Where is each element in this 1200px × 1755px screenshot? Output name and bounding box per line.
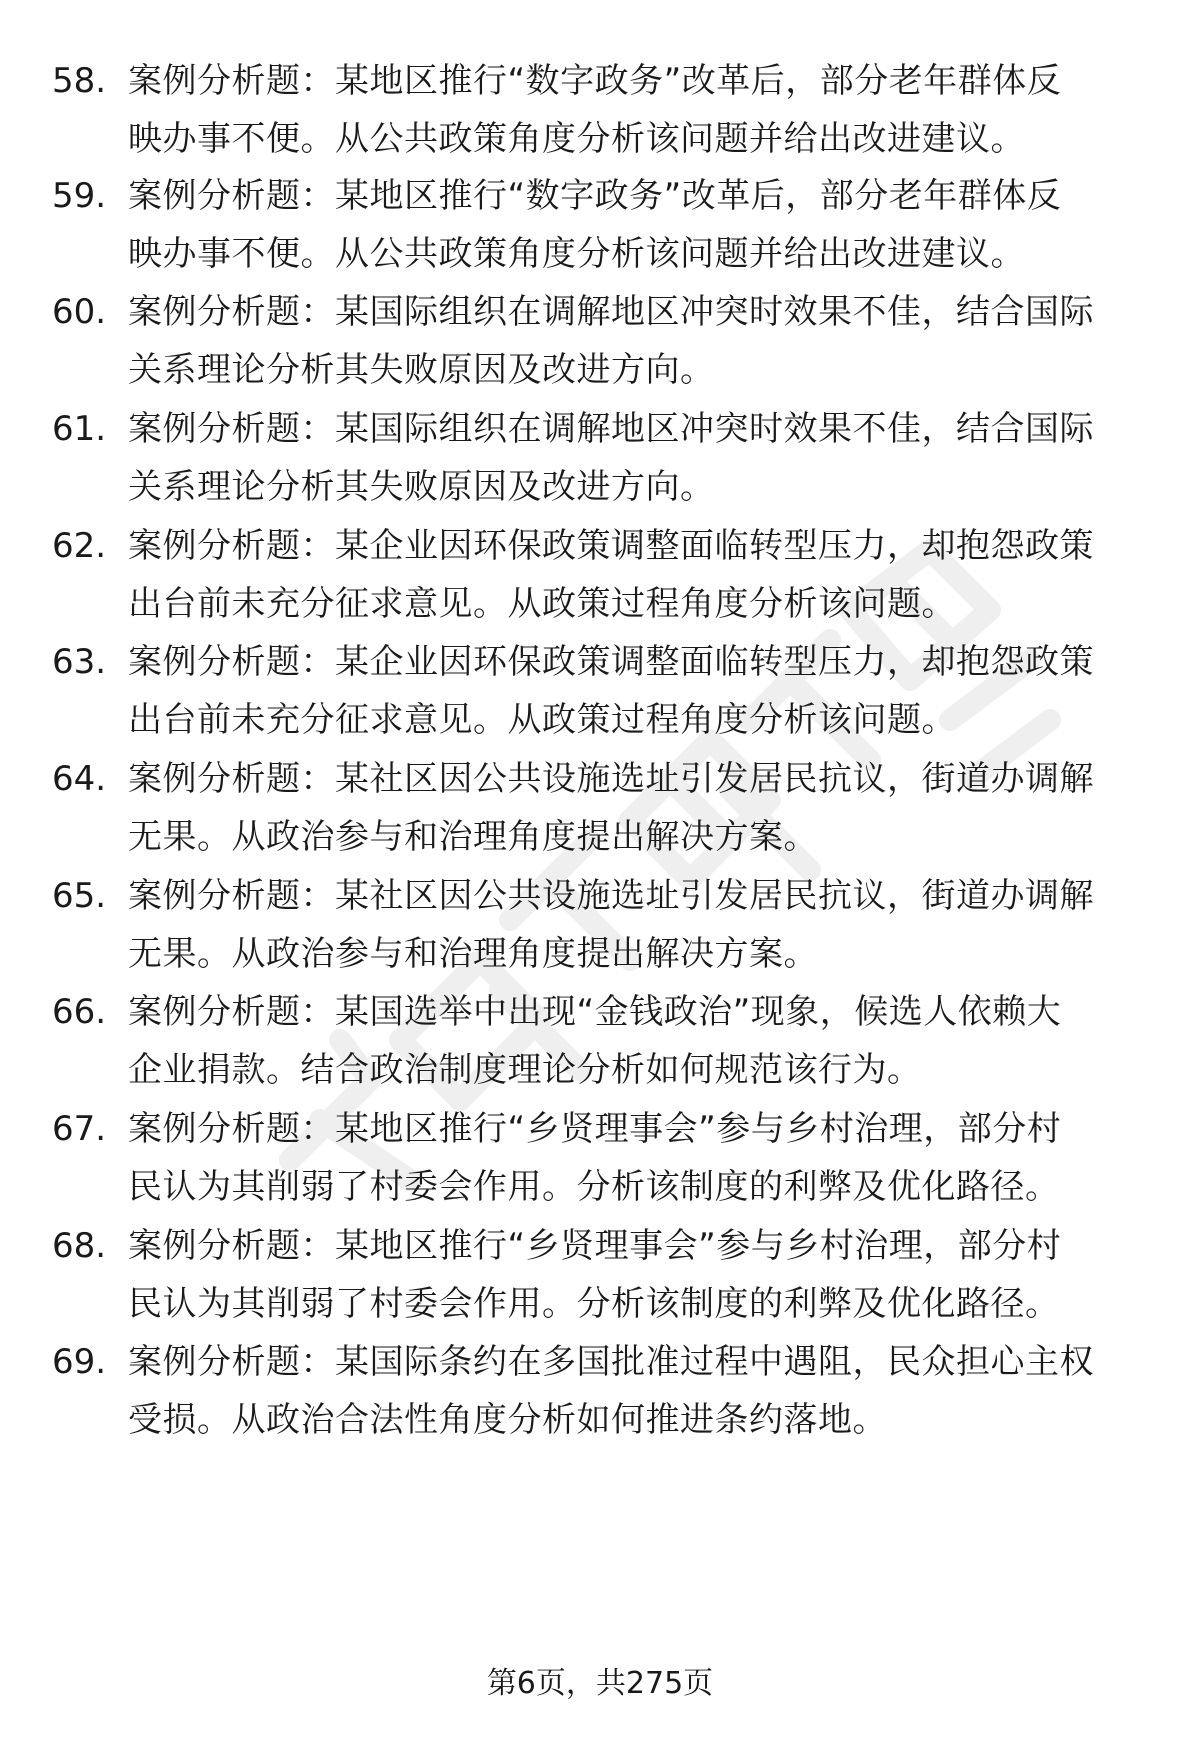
question-line: 映办事不便。从公共政策角度分析该问题并给出改进建议。 [128,119,1025,159]
question-line: 案例分析题：某社区因公共设施选址引发居民抗议，街道办调解 [128,759,1094,799]
question-item [52,983,1152,1093]
question-item [52,52,1152,162]
question-number: 65. [52,876,107,916]
question-number: 61. [52,409,107,449]
question-line: 无果。从政治参与和治理角度提出解决方案。 [128,934,818,974]
question-line: 映办事不便。从公共政策角度分析该问题并给出改进建议。 [128,234,1025,274]
question-line: 无果。从政治参与和治理角度提出解决方案。 [128,817,818,857]
question-text [128,867,1188,983]
question-item [52,1100,1152,1210]
question-text [128,750,1188,866]
question-number: 58. [52,61,107,101]
question-line: 案例分析题：某地区推行“乡贤理事会”参与乡村治理，部分村 [128,1109,1062,1149]
question-number: 62. [52,526,107,566]
question-text [128,400,1188,516]
question-text [128,283,1188,399]
question-line: 案例分析题：某地区推行“数字政务”改革后，部分老年群体反 [128,61,1062,101]
question-text [128,1333,1188,1449]
question-number: 63. [52,642,107,682]
question-line: 民认为其削弱了村委会作用。分析该制度的利弊及优化路径。 [128,1284,1060,1324]
question-number: 66. [52,992,107,1032]
question-item [52,633,1152,743]
question-line: 案例分析题：某国际组织在调解地区冲突时效果不佳，结合国际 [128,292,1094,332]
question-line: 案例分析题：某企业因环保政策调整面临转型压力，却抱怨政策 [128,526,1094,566]
question-line: 案例分析题：某国际条约在多国批准过程中遇阻，民众担心主权 [128,1342,1094,1382]
question-line: 案例分析题：某地区推行“数字政务”改革后，部分老年群体反 [128,176,1062,216]
question-text [128,1217,1188,1333]
question-item [52,750,1152,860]
question-text [128,633,1188,749]
question-text [128,517,1188,633]
question-text [128,1100,1188,1216]
question-item [52,167,1152,277]
question-number: 68. [52,1226,107,1266]
question-line: 出台前未充分征求意见。从政策过程角度分析该问题。 [128,584,956,624]
question-line: 关系理论分析其失败原因及改进方向。 [128,467,715,507]
question-text [128,167,1188,283]
question-number: 69. [52,1342,107,1382]
question-line: 企业捐款。结合政治制度理论分析如何规范该行为。 [128,1050,922,1090]
question-line: 受损。从政治合法性角度分析如何推进条约落地。 [128,1400,887,1440]
question-text [128,52,1188,168]
page-footer [0,1664,1200,1704]
question-number: 60. [52,292,107,332]
question-line: 案例分析题：某地区推行“乡贤理事会”参与乡村治理，部分村 [128,1226,1062,1266]
question-number: 64. [52,759,107,799]
question-text [128,983,1188,1099]
question-item [52,1217,1152,1327]
page-number-label: 第6页，共275页 [486,1666,714,1701]
question-item [52,517,1152,627]
question-line: 案例分析题：某企业因环保政策调整面临转型压力，却抱怨政策 [128,642,1094,682]
question-item [52,867,1152,977]
question-line: 案例分析题：某国际组织在调解地区冲突时效果不佳，结合国际 [128,409,1094,449]
question-number: 59. [52,176,107,216]
question-item [52,1333,1152,1443]
question-line: 民认为其削弱了村委会作用。分析该制度的利弊及优化路径。 [128,1167,1060,1207]
question-line: 案例分析题：某国选举中出现“金钱政治”现象，候选人依赖大 [128,992,1062,1032]
question-line: 出台前未充分征求意见。从政策过程角度分析该问题。 [128,700,956,740]
question-number: 67. [52,1109,107,1149]
question-line: 案例分析题：某社区因公共设施选址引发居民抗议，街道办调解 [128,876,1094,916]
question-item [52,283,1152,393]
question-line: 关系理论分析其失败原因及改进方向。 [128,350,715,390]
question-item [52,400,1152,510]
